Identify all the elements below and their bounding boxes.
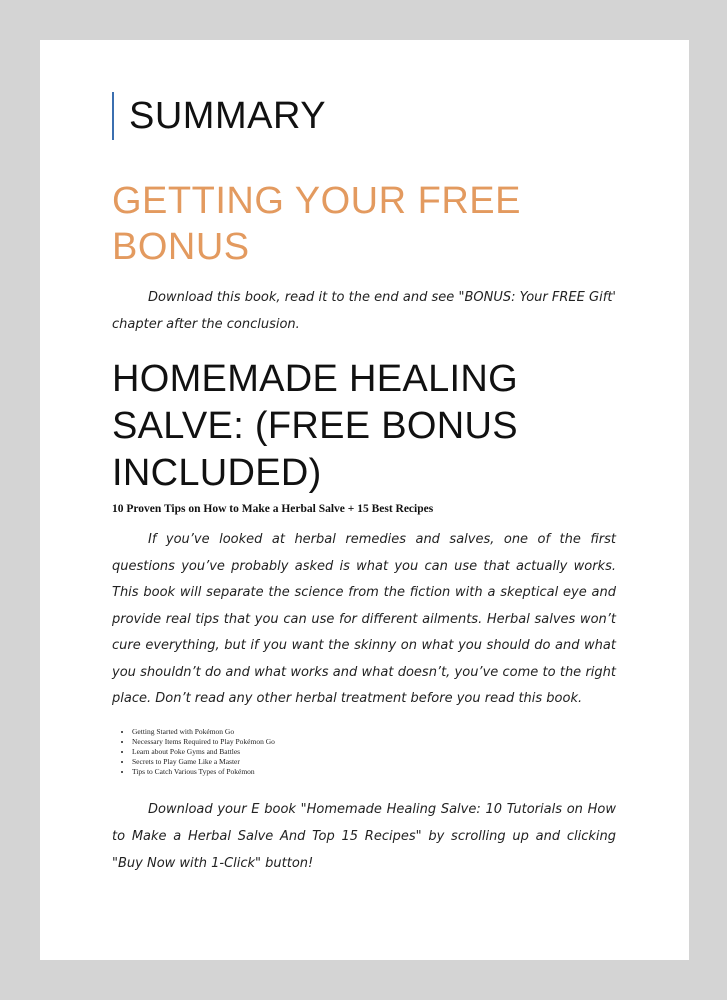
summary-accent-bar xyxy=(112,92,114,140)
page-content xyxy=(112,92,616,877)
bonus-heading: GETTING YOUR FREE BONUS xyxy=(112,180,521,268)
list-item: • Secrets to Play Game Like a Master xyxy=(132,757,616,767)
book-title-heading: HOMEMADE HEALING SALVE: (FREE BONUS INCLUDED) xyxy=(112,358,518,494)
summary-title: SUMMARY xyxy=(129,95,327,137)
list-item: • Learn about Poke Gyms and Battles xyxy=(132,747,616,757)
summary-header xyxy=(112,92,616,142)
document-page xyxy=(40,40,689,960)
bullet-list xyxy=(112,727,616,778)
closing-paragraph: Download your E book "Homemade Healing Salve: 10 Tutorials on How to Make a Herbal Salve And Top 15 Recipes" by scrolling up and clicking "Buy Now with 1-Click" button! xyxy=(112,801,616,871)
description-paragraph: If you’ve looked at herbal remedies and salves, one of the first questions you’ve probably asked is what you can use that actually works. This book will separate the science from the fiction with a skeptical eye and provide real tips that you can use for different ailments. Herbal salves won’t cure everything, but if you want the skinny on what you should do and what you shouldn’t do and what works and what doesn’t, you’ve come to the right place. Don’t read any other herbal treatment before you read this book. xyxy=(112,532,616,706)
list-item: • Getting Started with Pokémon Go xyxy=(132,727,616,737)
book-subtitle: 10 Proven Tips on How to Make a Herbal Salve + 15 Best Recipes xyxy=(112,503,434,515)
list-item: • Necessary Items Required to Play Pokémon Go xyxy=(132,737,616,747)
list-item: • Tips to Catch Various Types of Pokémon xyxy=(132,767,616,777)
intro-paragraph: Download this book, read it to the end and see "BONUS: Your FREE Gift' chapter after the conclusion. xyxy=(112,290,616,332)
